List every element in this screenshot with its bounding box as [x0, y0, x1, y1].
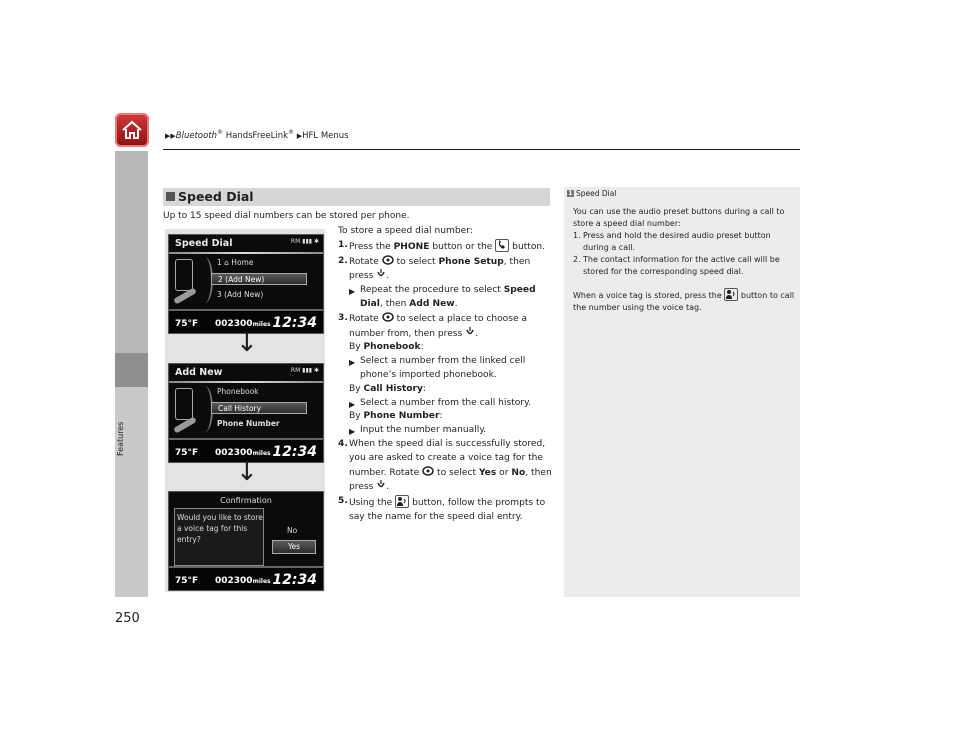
breadcrumb-bluetooth[interactable]: Bluetooth [175, 130, 218, 141]
screen-divider [169, 381, 323, 383]
note-spacer [573, 278, 795, 288]
step-2 [338, 255, 553, 285]
odometer-value: 002300 [215, 319, 253, 329]
step-number: 2. [338, 255, 348, 266]
step-5 [338, 495, 553, 525]
screen-confirmation [168, 491, 324, 591]
step-number: 5. [338, 496, 348, 507]
sidebar-top [115, 151, 148, 353]
sub-step [349, 424, 553, 438]
menu-item: Phone Number [217, 419, 280, 428]
screen-divider [169, 252, 323, 254]
confirmation-question: Would you like to store a voice tag for this entry? [177, 513, 263, 544]
step-text: By [349, 411, 364, 422]
note-title: Speed Dial [576, 189, 617, 198]
header-rule [163, 149, 800, 150]
odometer-unit: miles [252, 578, 271, 585]
step-2-sub [338, 284, 553, 312]
temperature: 75°F [175, 319, 199, 329]
page-number: 250 [115, 611, 140, 626]
option-yes-selected: Yes [272, 540, 316, 554]
speed-dial-label: Speed Dial [360, 285, 536, 309]
odometer-value: 002300 [215, 448, 253, 458]
add-new-label: Add New [409, 298, 455, 309]
note-text: button to call the number using the voice tag. [573, 291, 795, 312]
talk-button-icon [395, 495, 409, 508]
note-item-number: 1. [573, 231, 581, 240]
screen-speed-dial [168, 234, 324, 334]
step-text: to select [434, 467, 479, 478]
step-text: button or the [429, 241, 496, 252]
step-text: , then press [349, 467, 552, 493]
yes-label: Yes [478, 467, 497, 478]
procedure-lead: To store a speed dial number: [338, 226, 473, 236]
phone-button-label: PHONE [393, 241, 430, 252]
section-title [166, 189, 254, 204]
procedure [338, 225, 553, 525]
note-item-text: Press and hold the desired audio preset button during a call. [583, 231, 771, 252]
status-icons: RM ▮▮▮ ✱ [290, 367, 319, 374]
breadcrumb-arrow-icon: ▶▶ [165, 131, 176, 140]
home-button[interactable] [115, 113, 149, 147]
status-icons: RM ▮▮▮ ✱ [290, 238, 319, 245]
phone-icon [175, 259, 193, 291]
step-text: , then [379, 298, 410, 309]
menu-item: Phonebook [217, 387, 259, 396]
registered-mark-2: ® [288, 129, 295, 136]
step-text: : [420, 342, 424, 353]
note-item [573, 230, 795, 254]
clock: 12:34 [272, 444, 317, 460]
option-no: No [287, 526, 298, 535]
down-arrow-icon: ↓ [236, 457, 258, 487]
clock: 12:34 [272, 315, 317, 331]
temperature: 75°F [175, 576, 199, 586]
section-square-icon [166, 192, 175, 201]
step-3 [338, 312, 553, 438]
sub-step [349, 355, 553, 383]
registered-mark: ® [217, 129, 224, 136]
breadcrumb [165, 129, 349, 141]
pick-up-phone-icon [495, 239, 509, 252]
phone-setup-label: Phone Setup [438, 256, 504, 267]
triangle-bullet-icon: ▶ [349, 399, 356, 409]
menu-item: 3 (Add New) [217, 290, 264, 299]
step-text: Rotate [349, 313, 382, 324]
sidebar-chapter-tab[interactable] [115, 353, 148, 387]
step-text: : [439, 411, 443, 422]
odometer-unit: miles [252, 321, 271, 328]
step-text: . [386, 271, 390, 282]
step-1 [338, 239, 553, 255]
no-label: No [511, 467, 526, 478]
chapter-label: Features [116, 421, 125, 456]
clock: 12:34 [272, 572, 317, 588]
step-text: Input the number manually. [360, 425, 487, 436]
interface-dial-rotate-icon [382, 255, 394, 266]
interface-dial-press-icon [376, 480, 386, 491]
breadcrumb-hfl-menus[interactable]: HFL Menus [302, 130, 349, 141]
triangle-bullet-icon: ▶ [349, 427, 356, 437]
step-text: By [349, 342, 364, 353]
step-text: . [386, 482, 390, 493]
section-title-text: Speed Dial [178, 189, 254, 204]
odometer-unit: miles [252, 450, 271, 457]
screen-title: Speed Dial [175, 238, 233, 249]
step-text: Select a number from the linked cell phone’s imported phonebook. [360, 356, 526, 380]
breadcrumb-arrow-icon: ▶ [296, 131, 303, 140]
temperature: 75°F [175, 448, 199, 458]
phonebook-label: Phonebook [363, 342, 421, 353]
phone-number-label: Phone Number [363, 411, 440, 422]
sub-step [349, 397, 553, 411]
step-text: . [454, 298, 458, 309]
interface-dial-press-icon [376, 269, 386, 280]
home-icon [120, 118, 144, 142]
note-body [573, 206, 795, 314]
note-item-text: The contact information for the active call will be stored for the corresponding speed dial. [583, 255, 780, 276]
step-text: or [496, 467, 512, 478]
step-number: 1. [338, 239, 348, 250]
step-text: to select [393, 256, 439, 267]
note-paragraph [573, 288, 795, 314]
step-text: . [475, 328, 479, 339]
intro-text: Up to 15 speed dial numbers can be stored per phone. [163, 211, 410, 221]
breadcrumb-handsfreelink[interactable]: HandsFreeLink [223, 130, 289, 141]
menu-item-selected: Call History [211, 402, 307, 414]
confirmation-title: Confirmation [220, 496, 272, 505]
step-text: button. [509, 241, 546, 252]
step-number: 4. [338, 438, 348, 449]
step-number: 3. [338, 312, 348, 323]
screen-footer [169, 566, 323, 590]
sub-step [349, 284, 553, 312]
step-text: When the speed dial is successfully stored, you are asked to create a voice tag for the number. Rotate [349, 438, 546, 478]
option-phonebook [349, 341, 553, 355]
talk-button-icon [724, 288, 738, 301]
step-text: , then press [349, 256, 531, 282]
interface-dial-press-icon [465, 327, 475, 338]
odometer [215, 576, 271, 586]
note-paragraph: You can use the audio preset buttons during a call to store a speed dial number: [573, 207, 785, 228]
menu-item-selected: 2 (Add New) [211, 273, 307, 285]
step-4 [338, 438, 553, 495]
phone-icon [175, 388, 193, 420]
step-text: to select a place to choose a number from, then press [349, 313, 528, 339]
step-text: By [349, 383, 364, 394]
step-text: Repeat the procedure to select [360, 285, 504, 296]
step-text: Using the [349, 498, 396, 509]
menu-item: 1 ⌂ Home [217, 258, 254, 267]
triangle-bullet-icon: ▶ [349, 287, 356, 297]
interface-dial-rotate-icon [422, 466, 434, 477]
note-item [573, 254, 795, 278]
odometer-value: 002300 [215, 576, 253, 586]
option-call-history [349, 383, 553, 397]
call-history-label: Call History [363, 383, 423, 394]
interface-dial-rotate-icon [382, 312, 394, 323]
triangle-bullet-icon: ▶ [349, 358, 356, 368]
down-arrow-icon: ↓ [236, 328, 258, 358]
note-text: When a voice tag is stored, press the [573, 291, 725, 300]
step-text: Select a number from the call history. [360, 397, 532, 408]
screen-add-new [168, 363, 324, 463]
step-text: : [422, 383, 426, 394]
step-text: button, follow the prompts to say the name for the speed dial entry. [349, 498, 546, 522]
step-text: Rotate [349, 256, 382, 267]
note-marker-icon: 1 [568, 190, 573, 197]
step-text: Press the [349, 241, 394, 252]
option-phone-number [349, 410, 553, 424]
screen-title: Add New [175, 367, 223, 378]
note-item-number: 2. [573, 255, 581, 264]
